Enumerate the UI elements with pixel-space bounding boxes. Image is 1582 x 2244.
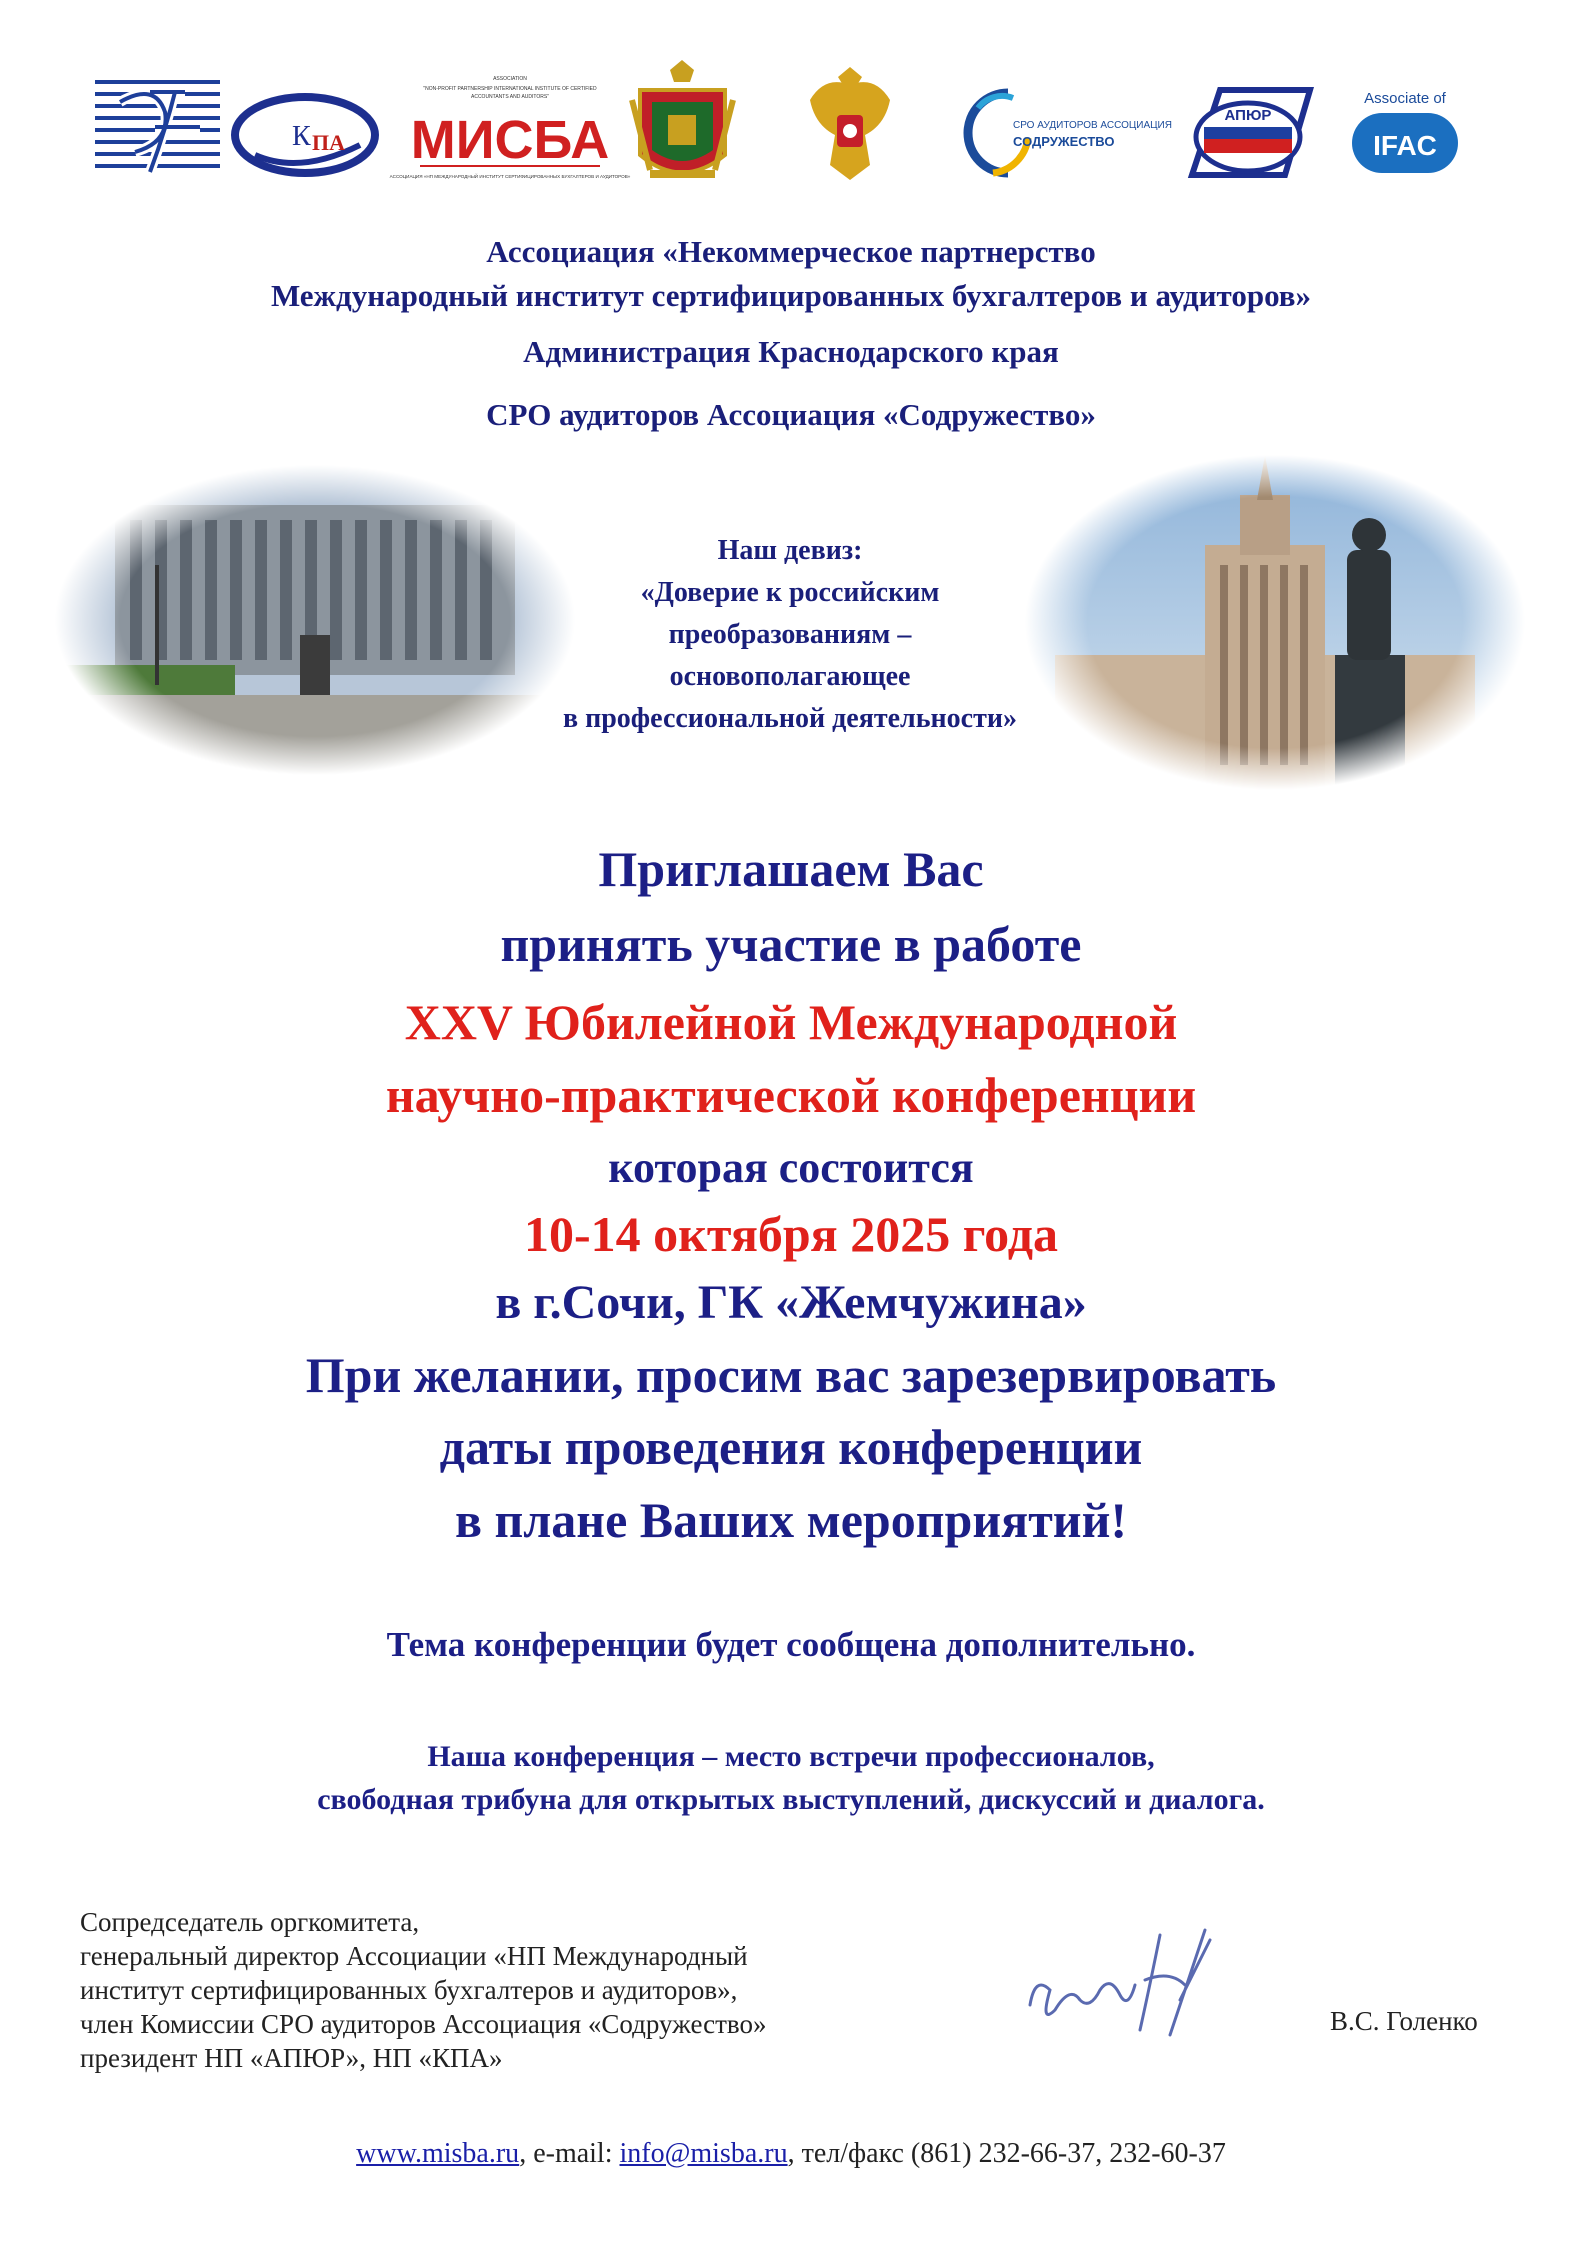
theme-notice: Тема конференции будет сообщена дополнительно.	[386, 1625, 1196, 1664]
signatory-name: В.С. Голенко	[1330, 2006, 1478, 2036]
invitation-line-5: которая состоится	[608, 1143, 974, 1192]
signatory-line-1: Сопредседатель оргкомитета,	[80, 1907, 420, 1937]
svg-text:СОДРУЖЕСТВО: СОДРУЖЕСТВО	[1013, 134, 1115, 149]
organizers	[0, 230, 1582, 318]
conference-slogan	[0, 1735, 1582, 1821]
motto-line-2: «Доверие к российским	[640, 577, 940, 608]
reserve-request-line-3: в плане Ваших мероприятий!	[454, 1492, 1128, 1548]
reserve-request-line-1: При желании, просим вас зарезервировать	[305, 1347, 1277, 1403]
organizer-line-4: СРО аудиторов Ассоциация «Содружество»	[486, 397, 1096, 432]
motto	[470, 530, 1110, 740]
emblem-logo	[95, 72, 220, 187]
svg-text:IFAC: IFAC	[1373, 130, 1437, 161]
motto-line-4: основополагающее	[669, 661, 911, 692]
motto-line-5: в профессиональной деятельности»	[562, 703, 1017, 734]
organizer-line-3: Администрация Краснодарского края	[523, 334, 1059, 369]
signatory-line-5: президент НП «АПЮР», НП «КПА»	[80, 2043, 503, 2073]
organizer-line-1: Ассоциация «Некоммерческое партнерство	[486, 234, 1096, 269]
svg-text:МИСБА: МИСБА	[410, 110, 610, 170]
phone-fax: , тел/факс (861) 232-66-37, 232-60-37	[787, 2138, 1226, 2169]
svg-text:АПЮР: АПЮР	[1224, 107, 1272, 124]
footer-contacts	[0, 2138, 1582, 2170]
ifac-logo	[1350, 85, 1460, 185]
svg-text:АССОЦИАЦИЯ «НП МЕЖДУНАРОДНЫЙ И: АССОЦИАЦИЯ «НП МЕЖДУНАРОДНЫЙ ИНСТИТУТ СЕРТИФИЦИРОВАННЫХ БУХГАЛТЕРОВ И АУДИТОРОВ»	[389, 174, 631, 179]
motto-line-3: преобразованиям –	[668, 619, 912, 650]
svg-text:К: К	[292, 121, 311, 152]
sodruzhestvo-logo	[958, 78, 1172, 193]
website-link[interactable]: www.misba.ru	[356, 2138, 520, 2169]
signatory-line-4: член Комиссии СРО аудиторов Ассоциация «Содружество»	[80, 2009, 767, 2039]
conference-title-line-2: научно-практической конференции	[385, 1067, 1197, 1123]
invitation-line-1: Приглашаем Вас	[598, 841, 984, 897]
russia-coat-of-arms	[805, 65, 895, 195]
signatory-line-2: генеральный директор Ассоциации «НП Международный	[80, 1941, 748, 1971]
apyur-logo	[1180, 75, 1315, 190]
kpa-logo	[230, 90, 380, 185]
svg-text:СРО АУДИТОРОВ АССОЦИАЦИЯ: СРО АУДИТОРОВ АССОЦИАЦИЯ	[1013, 120, 1172, 131]
slogan-line-2: свободная трибуна для открытых выступлений, дискуссий и диалога.	[317, 1783, 1265, 1816]
misba-caption-top: ASSOCIATION	[493, 76, 527, 82]
krasnodar-coat-of-arms	[630, 60, 735, 195]
organizer-line-2: Международный институт сертифицированных бухгалтеров и аудиторов»	[270, 278, 1312, 313]
misba-logo	[389, 70, 631, 195]
conference-venue: в г.Сочи, ГК «Жемчужина»	[495, 1276, 1087, 1329]
svg-text:ACCOUNTANTS AND AUDITORS": ACCOUNTANTS AND AUDITORS"	[471, 94, 549, 100]
logo-strip	[90, 60, 1490, 200]
email-link[interactable]: info@misba.ru	[619, 2138, 788, 2169]
slogan-line-1: Наша конференция – место встречи профессионалов,	[427, 1740, 1155, 1773]
conference-dates: 10-14 октября 2025 года	[523, 1206, 1059, 1262]
email-label: , e-mail:	[519, 2138, 620, 2169]
svg-text:ПА: ПА	[312, 130, 345, 155]
handwritten-signature	[1010, 1915, 1270, 2050]
signatory-block	[80, 1905, 980, 2075]
signatory-line-3: институт сертифицированных бухгалтеров и аудиторов»,	[80, 1975, 738, 2005]
reserve-request-line-2: даты проведения конференции	[439, 1419, 1143, 1475]
invitation-line-2: принять участие в работе	[500, 916, 1082, 972]
svg-text:"NON-PROFIT PARTNERSHIP INTERN: "NON-PROFIT PARTNERSHIP INTERNATIONAL INSTITUTE OF CERTIFIED	[423, 86, 597, 92]
svg-text:Associate of: Associate of	[1364, 90, 1446, 107]
motto-line-1: Наш девиз:	[717, 535, 863, 566]
conference-title-line-1: XXV Юбилейной Международной	[404, 994, 1178, 1050]
